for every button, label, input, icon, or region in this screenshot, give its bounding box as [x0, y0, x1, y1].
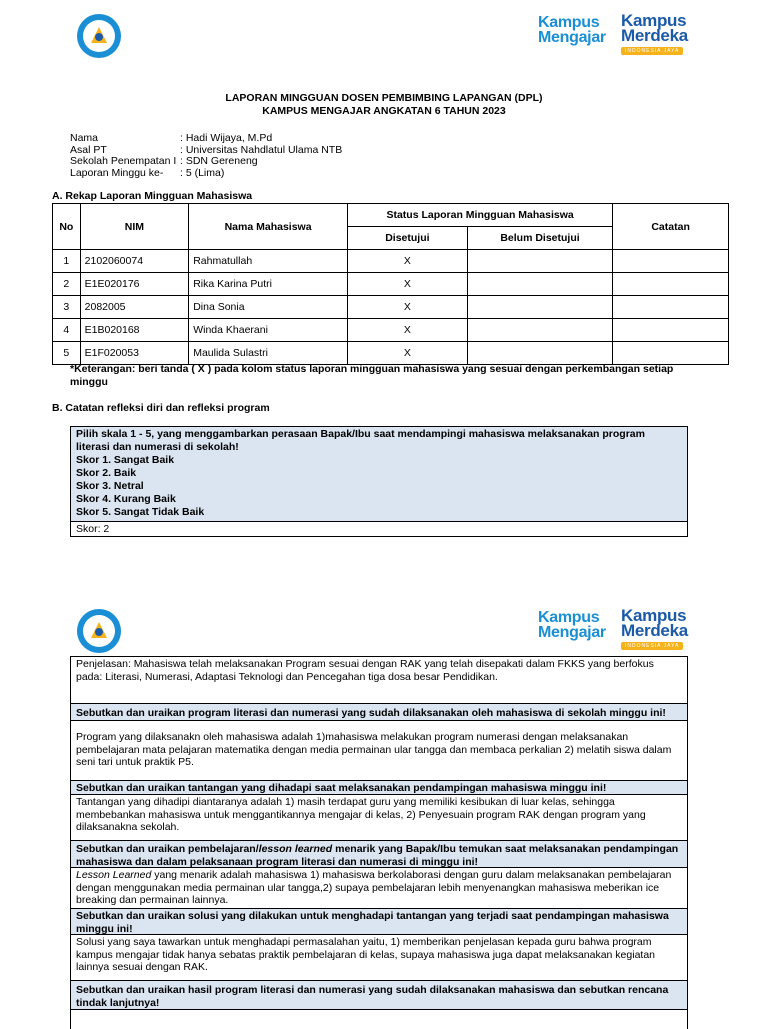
identity-row: Sekolah Penempatan I : SDN Gereneng [70, 155, 258, 167]
table-row: 4 E1B020168 Winda Khaerani X [53, 319, 729, 342]
table-row: 1 2102060074 Rahmatullah X [53, 250, 729, 273]
question-lesson-learned: Sebutkan dan uraikan pembelajaran/lesson learned menarik yang Bapak/Ibu temukan saat melaksanakan pendampingan mahasiswa dan dalam pelaksanaan program literasi dan numerasi di minggu ini! [70, 840, 688, 868]
answer-tantangan: Tantangan yang dihadipi diantaranya adalah 1) masih terdapat guru yang memiliki kesibukan di luar kelas, sehingga membebankan mahasiswa untuk menggantikannya mengajar di kelas, 2) Penyesuain program RAK dengan program yang dilaksanakna sekolah. [70, 794, 688, 841]
col-belum: Belum Disetujui [467, 227, 612, 250]
question-tantangan: Sebutkan dan uraikan tantangan yang dihadapi saat melaksanakan pendampingan mahasiswa minggu ini! [70, 780, 688, 795]
answer-lesson-learned: Lesson Learned yang menarik adalah mahasiswa 1) mahasiswa berkolaborasi dengan guru dalam melaksanakan pembelajaran dengan menggunakan media permainan ular tangga,2) supaya pembelajaran lebih menyenangkan mahasiswa meberikan ice breaking dan permainan lainnya. [70, 867, 688, 909]
col-status: Status Laporan Mingguan Mahasiswa [347, 204, 612, 227]
identity-row: Laporan Minggu ke- : 5 (Lima) [70, 166, 225, 179]
scale-answer: Skor: 2 [71, 521, 687, 536]
col-no: No [53, 204, 81, 250]
table-row: 5 E1F020053 Maulida Sulastri X [53, 342, 729, 365]
scale-option: Skor 5. Sangat Tidak Baik [76, 506, 205, 518]
table-row: 2 E1E020176 Rika Karina Putri X [53, 273, 729, 296]
section-b-heading: B. Catatan refleksi diri dan refleksi program [52, 402, 270, 414]
rekap-table [52, 203, 729, 365]
tut-wuri-logo [76, 608, 122, 657]
question-hasil-program: Sebutkan dan uraikan hasil program literasi dan numerasi yang sudah dilaksanakan mahasiswa dan sebutkan rencana tindak lanjutnya! [70, 980, 688, 1010]
question-literasi-numerasi: Sebutkan dan uraikan program literasi dan numerasi yang sudah dilaksanakan oleh mahasiswa di sekolah minggu ini! [70, 703, 688, 721]
explanation-text: Penjelasan: Mahasiswa telah melaksanakan Program sesuai dengan RAK yang telah disepakati dalam FKKS yang berfokus pada: Literasi, Numerasi, Adaptasi Teknologi dan Pencegahan tiga dosa besar Pendidikan. [70, 656, 688, 704]
section-a-heading: A. Rekap Laporan Mingguan Mahasiswa [52, 190, 253, 202]
identity-row: Asal PT : Universitas Nahdlatul Ulama NTB [70, 143, 343, 156]
scale-option: Skor 1. Sangat Baik [76, 454, 175, 466]
answer-solusi: Solusi yang saya tawarkan untuk menghadapi permasalahan yaitu, 1) memberikan penjelasan kepada guru bahwa program kampus mengajar tidak hanya sebatas praktik pembelajaran di kelas, supaya mahasiswa juga dapat melaksanakan kegiatan lainnya sesuai dengan RAK. [70, 934, 688, 981]
col-nama: Nama Mahasiswa [189, 204, 348, 250]
reflection-scale-box: Pilih skala 1 - 5, yang menggambarkan perasaan Bapak/Ibu saat mendampingi mahasiswa melaksanakan program literasi dan numerasi di sekolah! Skor 1. Sangat Baik Skor 2. Baik Skor 3. Netral Skor 4. Kurang Baik Skor 5. Sangat Tidak Baik Skor: 2 [70, 426, 688, 537]
scale-option: Skor 2. Baik [76, 467, 137, 479]
kampus-merdeka-logo: Kampus Merdeka INDONESIA JAYA [621, 11, 688, 54]
report-title-line2: KAMPUS MENGAJAR ANGKATAN 6 TAHUN 2023 [262, 104, 506, 117]
kampus-mengajar-logo: Kampus Mengajar [538, 609, 606, 641]
report-title-line1: LAPORAN MINGGUAN DOSEN PEMBIMBING LAPANGAN (DPL) [225, 92, 543, 104]
col-catatan: Catatan [613, 204, 729, 250]
scale-option: Skor 3. Netral [76, 480, 144, 492]
table-note: *Keterangan: beri tanda ( X ) pada kolom status laporan mingguan mahasiswa yang sesuai dengan perkembangan setiap minggu [70, 363, 674, 388]
scale-prompt: Pilih skala 1 - 5, yang menggambarkan perasaan Bapak/Ibu saat mendampingi mahasiswa melaksanakan program [76, 428, 645, 440]
col-disetujui: Disetujui [347, 227, 467, 250]
answer-literasi-numerasi: Program yang dilaksanakn oleh mahasiswa adalah 1)mahasiswa melakukan program numerasi dengan melaksanakan pembelajaran mata pelajaran matematika dengan media permainan ular tangga dan membaca perkalian 2) melatih siswa dalam seni tari untuk praktik P5. [70, 720, 688, 781]
kampus-mengajar-logo: Kampus Mengajar [538, 14, 606, 46]
tut-wuri-logo [76, 13, 122, 62]
table-row: 3 2082005 Dina Sonia X [53, 296, 729, 319]
identity-block [70, 133, 342, 179]
scale-option: Skor 4. Kurang Baik [76, 493, 176, 505]
answer-hasil-program [70, 1009, 688, 1029]
kampus-merdeka-logo: Kampus Merdeka INDONESIA JAYA [621, 606, 688, 649]
question-solusi: Sebutkan dan uraikan solusi yang dilakukan untuk menghadapi tantangan yang terjadi saat pendampingan mahasiswa minggu ini! [70, 908, 688, 935]
identity-row: Nama : Hadi Wijaya, M.Pd [70, 132, 273, 144]
col-nim: NIM [80, 204, 189, 250]
